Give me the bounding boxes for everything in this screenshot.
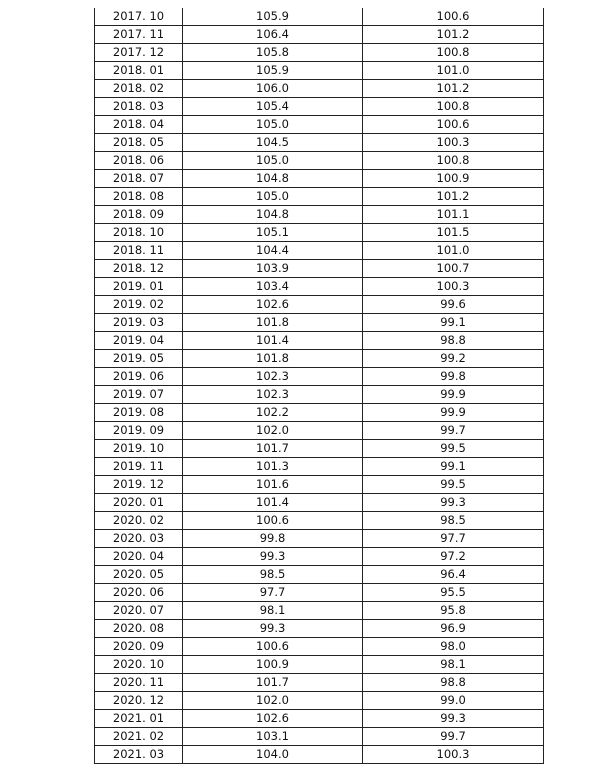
period-cell: 2020. 02 bbox=[95, 512, 183, 530]
value-b-cell: 96.9 bbox=[363, 620, 544, 638]
period-cell: 2019. 04 bbox=[95, 332, 183, 350]
period-cell: 2018. 05 bbox=[95, 134, 183, 152]
table-row bbox=[95, 350, 544, 368]
value-b-cell: 100.8 bbox=[363, 98, 544, 116]
value-a-cell: 106.4 bbox=[183, 26, 363, 44]
period-cell: 2019. 07 bbox=[95, 386, 183, 404]
value-b-cell: 99.7 bbox=[363, 728, 544, 746]
table-row bbox=[95, 332, 544, 350]
period-cell: 2020. 01 bbox=[95, 494, 183, 512]
value-b-cell: 98.8 bbox=[363, 674, 544, 692]
period-cell: 2019. 05 bbox=[95, 350, 183, 368]
table-row bbox=[95, 728, 544, 746]
table-row bbox=[95, 710, 544, 728]
value-a-cell: 101.6 bbox=[183, 476, 363, 494]
table-body bbox=[95, 8, 544, 764]
value-b-cell: 97.2 bbox=[363, 548, 544, 566]
table-row bbox=[95, 80, 544, 98]
table-row bbox=[95, 368, 544, 386]
value-b-cell: 100.9 bbox=[363, 170, 544, 188]
value-b-cell: 101.2 bbox=[363, 26, 544, 44]
period-cell: 2019. 02 bbox=[95, 296, 183, 314]
value-a-cell: 105.1 bbox=[183, 224, 363, 242]
table-row bbox=[95, 512, 544, 530]
period-cell: 2019. 08 bbox=[95, 404, 183, 422]
value-a-cell: 101.8 bbox=[183, 350, 363, 368]
value-b-cell: 100.8 bbox=[363, 152, 544, 170]
value-a-cell: 105.8 bbox=[183, 44, 363, 62]
period-cell: 2020. 04 bbox=[95, 548, 183, 566]
value-b-cell: 101.0 bbox=[363, 242, 544, 260]
value-a-cell: 105.4 bbox=[183, 98, 363, 116]
period-cell: 2018. 02 bbox=[95, 80, 183, 98]
table-row bbox=[95, 602, 544, 620]
period-cell: 2018. 10 bbox=[95, 224, 183, 242]
period-cell: 2020. 03 bbox=[95, 530, 183, 548]
period-cell: 2018. 09 bbox=[95, 206, 183, 224]
value-a-cell: 106.0 bbox=[183, 80, 363, 98]
value-b-cell: 99.8 bbox=[363, 368, 544, 386]
period-cell: 2018. 01 bbox=[95, 62, 183, 80]
value-a-cell: 102.3 bbox=[183, 368, 363, 386]
data-table bbox=[94, 8, 544, 764]
table-row bbox=[95, 314, 544, 332]
value-b-cell: 100.8 bbox=[363, 44, 544, 62]
value-a-cell: 100.6 bbox=[183, 638, 363, 656]
period-cell: 2021. 03 bbox=[95, 746, 183, 764]
table-row bbox=[95, 44, 544, 62]
value-a-cell: 101.8 bbox=[183, 314, 363, 332]
table-row bbox=[95, 530, 544, 548]
value-a-cell: 99.8 bbox=[183, 530, 363, 548]
period-cell: 2017. 12 bbox=[95, 44, 183, 62]
table-row bbox=[95, 476, 544, 494]
value-a-cell: 99.3 bbox=[183, 548, 363, 566]
value-a-cell: 102.0 bbox=[183, 692, 363, 710]
value-a-cell: 102.6 bbox=[183, 296, 363, 314]
period-cell: 2019. 03 bbox=[95, 314, 183, 332]
value-a-cell: 105.0 bbox=[183, 152, 363, 170]
period-cell: 2020. 05 bbox=[95, 566, 183, 584]
period-cell: 2020. 09 bbox=[95, 638, 183, 656]
period-cell: 2019. 10 bbox=[95, 440, 183, 458]
value-b-cell: 95.5 bbox=[363, 584, 544, 602]
value-a-cell: 101.4 bbox=[183, 332, 363, 350]
value-a-cell: 104.8 bbox=[183, 206, 363, 224]
period-cell: 2021. 02 bbox=[95, 728, 183, 746]
value-a-cell: 102.3 bbox=[183, 386, 363, 404]
value-a-cell: 101.7 bbox=[183, 674, 363, 692]
table-row bbox=[95, 170, 544, 188]
value-b-cell: 99.3 bbox=[363, 710, 544, 728]
value-a-cell: 104.8 bbox=[183, 170, 363, 188]
value-b-cell: 98.8 bbox=[363, 332, 544, 350]
value-b-cell: 97.7 bbox=[363, 530, 544, 548]
period-cell: 2017. 11 bbox=[95, 26, 183, 44]
table-row bbox=[95, 188, 544, 206]
period-cell: 2018. 03 bbox=[95, 98, 183, 116]
value-a-cell: 105.9 bbox=[183, 8, 363, 26]
table-row bbox=[95, 26, 544, 44]
value-a-cell: 104.0 bbox=[183, 746, 363, 764]
value-a-cell: 99.3 bbox=[183, 620, 363, 638]
value-a-cell: 101.3 bbox=[183, 458, 363, 476]
value-b-cell: 100.3 bbox=[363, 746, 544, 764]
value-b-cell: 99.5 bbox=[363, 476, 544, 494]
table-row bbox=[95, 566, 544, 584]
value-a-cell: 102.2 bbox=[183, 404, 363, 422]
table-row bbox=[95, 692, 544, 710]
value-b-cell: 99.1 bbox=[363, 314, 544, 332]
table-row bbox=[95, 458, 544, 476]
table-row bbox=[95, 584, 544, 602]
period-cell: 2018. 11 bbox=[95, 242, 183, 260]
table-row bbox=[95, 638, 544, 656]
value-a-cell: 105.9 bbox=[183, 62, 363, 80]
value-b-cell: 100.3 bbox=[363, 278, 544, 296]
period-cell: 2019. 11 bbox=[95, 458, 183, 476]
value-b-cell: 100.6 bbox=[363, 8, 544, 26]
value-a-cell: 102.0 bbox=[183, 422, 363, 440]
table-row bbox=[95, 278, 544, 296]
table-row bbox=[95, 62, 544, 80]
period-cell: 2018. 12 bbox=[95, 260, 183, 278]
value-b-cell: 101.5 bbox=[363, 224, 544, 242]
table-row bbox=[95, 116, 544, 134]
table-row bbox=[95, 548, 544, 566]
value-b-cell: 98.5 bbox=[363, 512, 544, 530]
value-a-cell: 103.4 bbox=[183, 278, 363, 296]
value-b-cell: 96.4 bbox=[363, 566, 544, 584]
period-cell: 2020. 12 bbox=[95, 692, 183, 710]
table-row bbox=[95, 422, 544, 440]
table-row bbox=[95, 152, 544, 170]
value-b-cell: 99.7 bbox=[363, 422, 544, 440]
period-cell: 2020. 08 bbox=[95, 620, 183, 638]
table-row bbox=[95, 242, 544, 260]
value-a-cell: 98.1 bbox=[183, 602, 363, 620]
value-a-cell: 97.7 bbox=[183, 584, 363, 602]
value-a-cell: 100.6 bbox=[183, 512, 363, 530]
value-b-cell: 99.3 bbox=[363, 494, 544, 512]
value-b-cell: 101.2 bbox=[363, 80, 544, 98]
value-a-cell: 103.9 bbox=[183, 260, 363, 278]
value-a-cell: 104.4 bbox=[183, 242, 363, 260]
period-cell: 2019. 12 bbox=[95, 476, 183, 494]
value-a-cell: 105.0 bbox=[183, 116, 363, 134]
table-row bbox=[95, 386, 544, 404]
value-b-cell: 101.0 bbox=[363, 62, 544, 80]
value-b-cell: 99.6 bbox=[363, 296, 544, 314]
value-b-cell: 98.0 bbox=[363, 638, 544, 656]
value-b-cell: 99.2 bbox=[363, 350, 544, 368]
value-b-cell: 99.9 bbox=[363, 404, 544, 422]
value-a-cell: 100.9 bbox=[183, 656, 363, 674]
value-a-cell: 101.4 bbox=[183, 494, 363, 512]
value-b-cell: 100.3 bbox=[363, 134, 544, 152]
value-a-cell: 103.1 bbox=[183, 728, 363, 746]
value-b-cell: 99.9 bbox=[363, 386, 544, 404]
period-cell: 2018. 06 bbox=[95, 152, 183, 170]
period-cell: 2020. 06 bbox=[95, 584, 183, 602]
table-row bbox=[95, 746, 544, 764]
period-cell: 2018. 08 bbox=[95, 188, 183, 206]
value-b-cell: 99.1 bbox=[363, 458, 544, 476]
period-cell: 2019. 06 bbox=[95, 368, 183, 386]
value-b-cell: 99.0 bbox=[363, 692, 544, 710]
period-cell: 2017. 10 bbox=[95, 8, 183, 26]
table-row bbox=[95, 134, 544, 152]
period-cell: 2018. 07 bbox=[95, 170, 183, 188]
value-b-cell: 101.2 bbox=[363, 188, 544, 206]
table-row bbox=[95, 674, 544, 692]
table-row bbox=[95, 404, 544, 422]
value-a-cell: 104.5 bbox=[183, 134, 363, 152]
period-cell: 2019. 09 bbox=[95, 422, 183, 440]
value-b-cell: 100.6 bbox=[363, 116, 544, 134]
period-cell: 2019. 01 bbox=[95, 278, 183, 296]
table-row bbox=[95, 260, 544, 278]
value-a-cell: 102.6 bbox=[183, 710, 363, 728]
period-cell: 2020. 10 bbox=[95, 656, 183, 674]
table-row bbox=[95, 440, 544, 458]
period-cell: 2020. 07 bbox=[95, 602, 183, 620]
value-b-cell: 98.1 bbox=[363, 656, 544, 674]
value-b-cell: 95.8 bbox=[363, 602, 544, 620]
period-cell: 2021. 01 bbox=[95, 710, 183, 728]
table-row bbox=[95, 494, 544, 512]
period-cell: 2018. 04 bbox=[95, 116, 183, 134]
value-a-cell: 98.5 bbox=[183, 566, 363, 584]
value-b-cell: 99.5 bbox=[363, 440, 544, 458]
period-cell: 2020. 11 bbox=[95, 674, 183, 692]
table-row bbox=[95, 620, 544, 638]
table-row bbox=[95, 206, 544, 224]
value-a-cell: 105.0 bbox=[183, 188, 363, 206]
value-b-cell: 100.7 bbox=[363, 260, 544, 278]
table-row bbox=[95, 224, 544, 242]
table-row bbox=[95, 656, 544, 674]
table-row bbox=[95, 8, 544, 26]
value-b-cell: 101.1 bbox=[363, 206, 544, 224]
table-row bbox=[95, 98, 544, 116]
table-row bbox=[95, 296, 544, 314]
value-a-cell: 101.7 bbox=[183, 440, 363, 458]
